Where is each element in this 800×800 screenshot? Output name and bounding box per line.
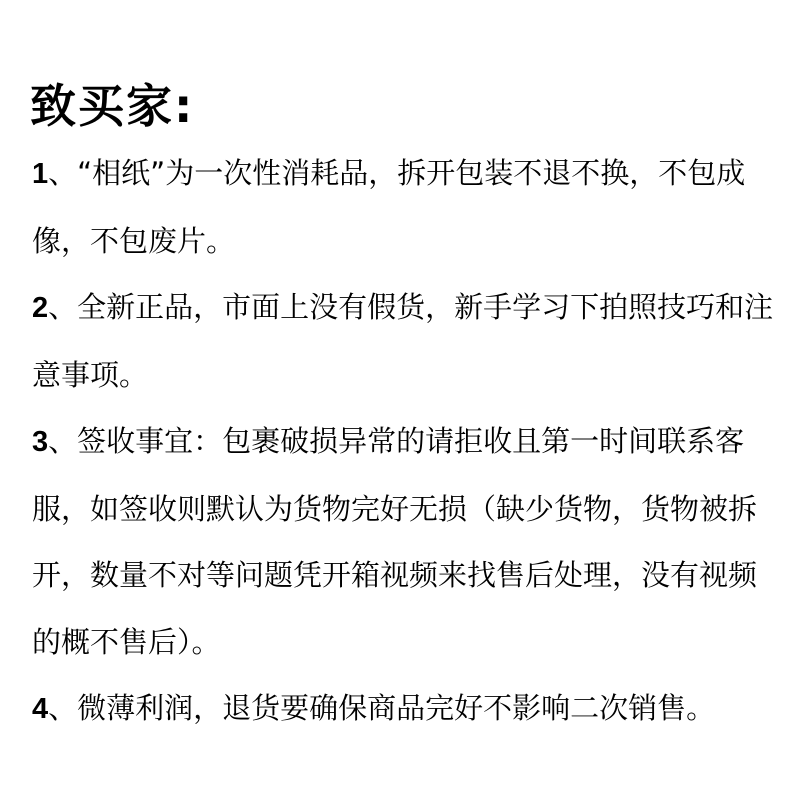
notice-list	[32, 140, 784, 743]
notice-number-4: 4	[32, 693, 49, 725]
notice-number-1: 1	[32, 158, 49, 190]
page-title: 致买家:	[30, 78, 195, 133]
notice-text-2: 、全新正品，市面上没有假货，新手学习下拍照技巧和注意事项。	[32, 290, 774, 392]
notice-item-2	[32, 274, 784, 408]
notice-item-1	[32, 140, 784, 274]
notice-item-4	[32, 675, 784, 743]
notice-text-4: 、微薄利润，退货要确保商品完好不影响二次销售。	[48, 691, 716, 725]
notice-text-3: 、签收事宜：包裹破损异常的请拒收且第一时间联系客服，如签收则默认为货物完好无损（缺少货物，货物被拆开，数量不对等问题凭开箱视频来找售后处理，没有视频的概不售后）。	[32, 424, 758, 659]
notice-text-1: 、“相纸”为一次性消耗品，拆开包装不退不换，不包成像，不包废片。	[32, 156, 746, 258]
notice-number-2: 2	[32, 292, 49, 324]
notice-number-3: 3	[32, 426, 49, 458]
notice-item-3	[32, 408, 784, 675]
